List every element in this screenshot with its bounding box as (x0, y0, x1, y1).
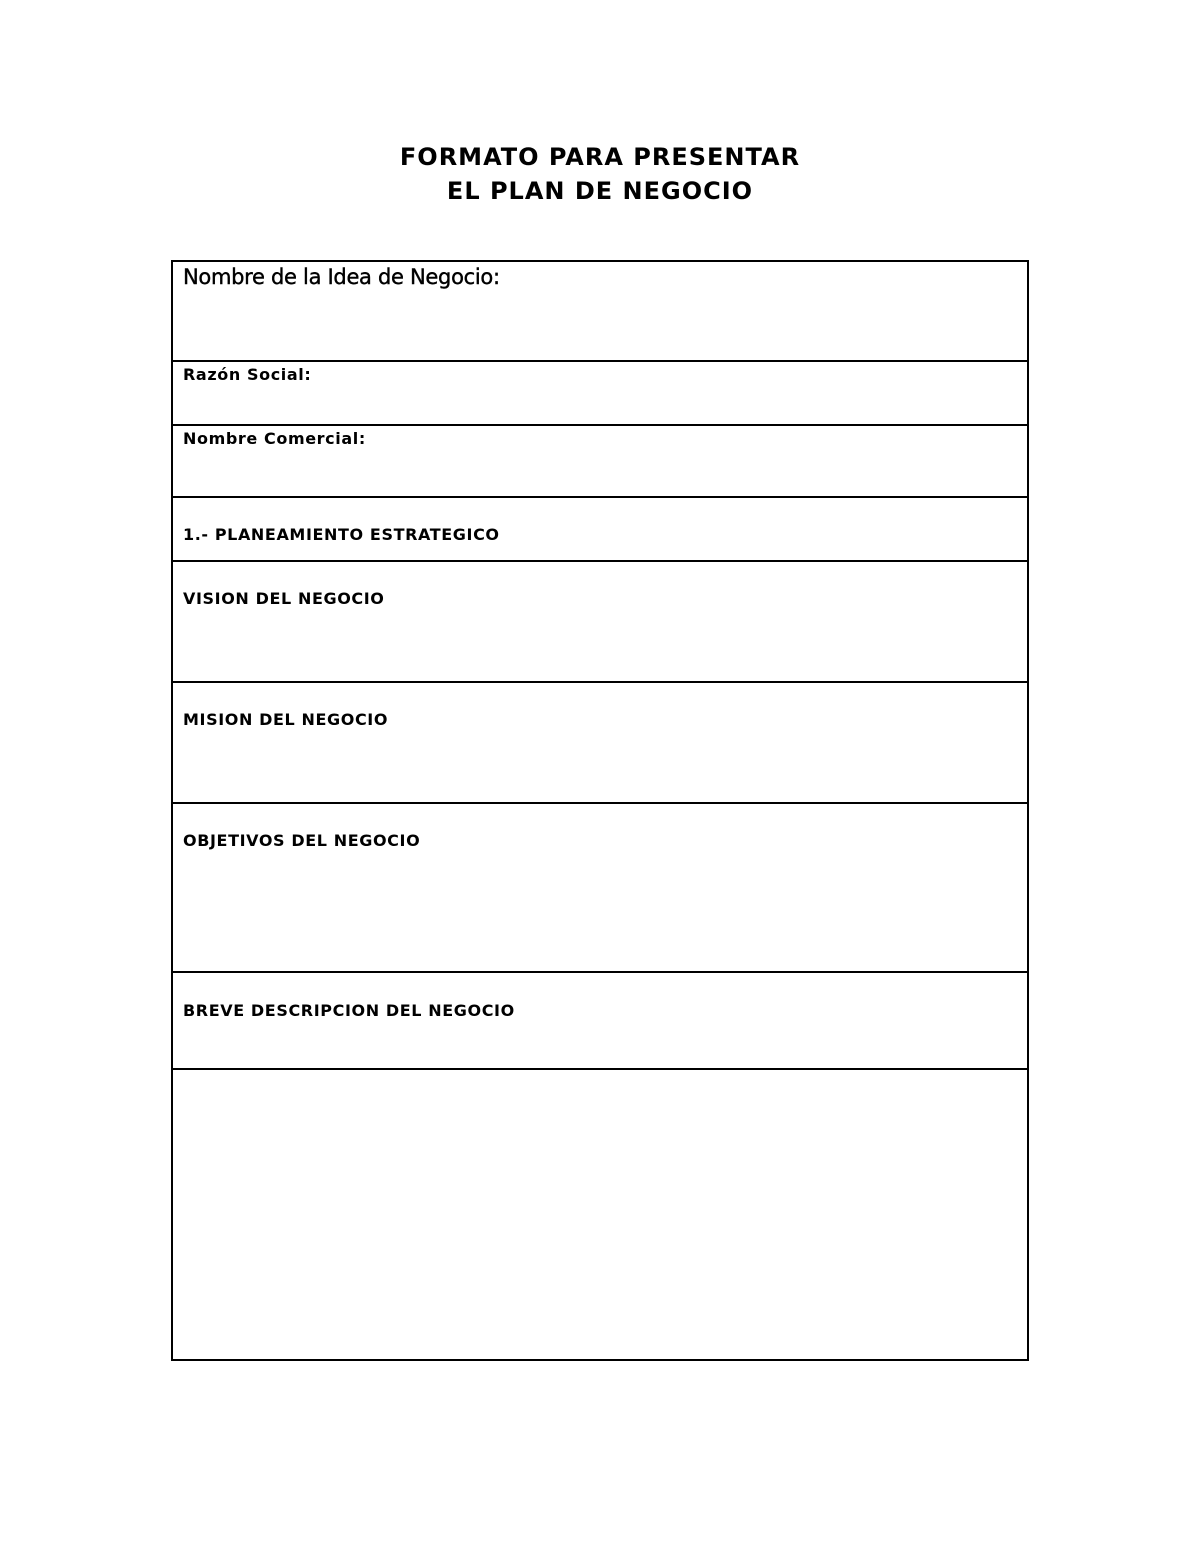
business-description-label: BREVE DESCRIPCION DEL NEGOCIO (183, 1001, 515, 1020)
document-title (0, 140, 1200, 208)
trade-name-label: Nombre Comercial: (183, 429, 366, 448)
row-business-description[interactable] (173, 973, 1027, 1070)
row-business-mission[interactable] (173, 683, 1027, 804)
row-business-idea-name[interactable] (173, 262, 1027, 362)
business-mission-label: MISION DEL NEGOCIO (183, 710, 389, 729)
business-vision-label: VISION DEL NEGOCIO (183, 589, 385, 608)
title-line-1: FORMATO PARA PRESENTAR (399, 143, 801, 171)
row-business-objectives[interactable] (173, 804, 1027, 973)
business-objectives-label: OBJETIVOS DEL NEGOCIO (183, 831, 421, 850)
row-legal-name[interactable] (173, 362, 1027, 426)
title-line-2: EL PLAN DE NEGOCIO (446, 177, 754, 205)
row-description-content[interactable] (173, 1070, 1027, 1359)
row-business-vision[interactable] (173, 562, 1027, 683)
strategic-planning-heading: 1.- PLANEAMIENTO ESTRATEGICO (183, 525, 500, 544)
row-strategic-planning (173, 498, 1027, 562)
business-plan-form (171, 260, 1029, 1361)
legal-name-label: Razón Social: (183, 365, 312, 384)
row-trade-name[interactable] (173, 426, 1027, 498)
business-idea-name-label: Nombre de la Idea de Negocio: (183, 265, 500, 289)
